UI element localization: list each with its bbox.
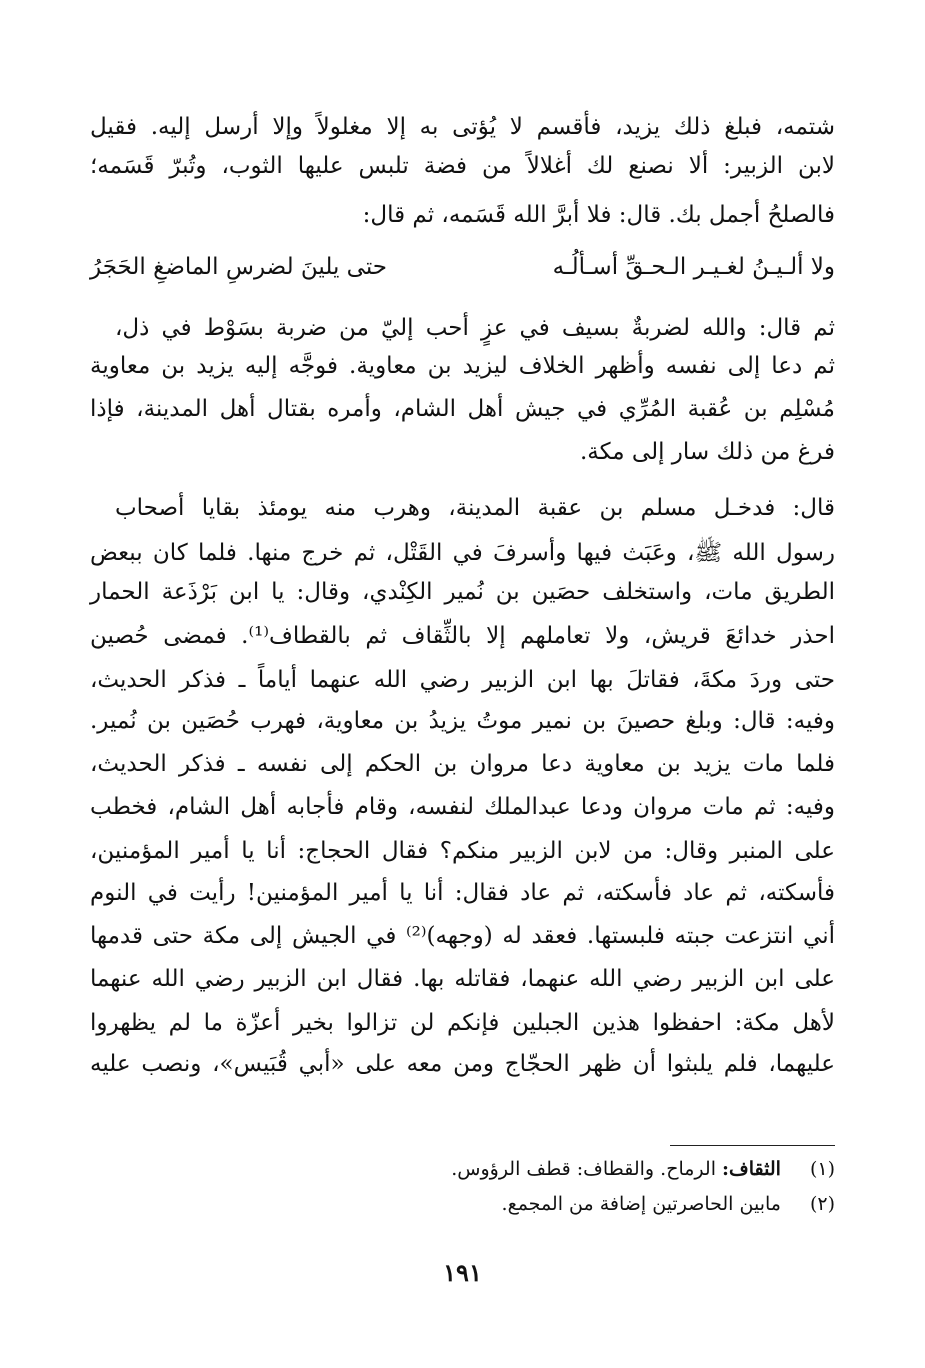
- footnote-number: (٢): [809, 1193, 835, 1215]
- text-line: قال: فدخـل مسلم بن عقبة المدينة، وهرب منه يومئذ بقايا أصحاب: [115, 495, 835, 521]
- text-line: على ابن الزبير رضي الله عنهما، فقاتله بها. فقال ابن الزبير رضي الله عنهما: [90, 966, 835, 992]
- footnote-term: الثقاف:: [722, 1158, 781, 1180]
- text-line: ثم قال: والله لضربةٌ بسيف في عزٍ أحب إليّ من ضربة بسَوْط في ذل،: [115, 315, 835, 341]
- text-line: رسول الله ﷺ، وعَبَث فيها وأسرفَ في القَتْل، ثم خرج منها. فلما كان ببعض: [90, 540, 835, 566]
- text-line: حتى وردَ مكةَ، فقاتلَ بها ابن الزبير رضي الله عنهما أياماً ـ فذكر الحديث،: [90, 667, 835, 693]
- text-line: لابن الزبير: ألا نصنع لك أغلالاً من فضة تلبس عليها الثوب، وتُبرّ قَسَمه؛: [90, 153, 835, 179]
- text-line: احذر خدائعَ قريش، ولا تعاملهم إلا بالثِّقاف ثم بالقطاف⁽¹⁾. فمضى حُصين: [90, 623, 835, 649]
- text-line: أني انتزعت جبته فلبستها. فعقد له (وجهه)⁽²⁾ في الجيش إلى مكة حتى قدمها: [90, 923, 836, 949]
- text-line: وفيه: ثم مات مروان ودعا عبدالملك لنفسه، وقام فأجابه أهل الشام، فخطب: [90, 794, 835, 820]
- verse-second-hemistich: حتى يلينَ لضرسِ الماضغِ الحَجَرُ: [90, 254, 388, 280]
- footnote-separator: [670, 1145, 835, 1146]
- text-line: الطريق مات، واستخلف حصَين بن نُمير الكِنْدي، وقال: يا ابن بَرْذَعة الحمار: [90, 579, 835, 605]
- text-line: عليهما، فلم يلبثوا أن ظهر الحجّاج ومن معه على «أبي قُبَيس»، ونصب عليه: [90, 1051, 835, 1077]
- footnote-number: (١): [809, 1158, 835, 1180]
- text-line: فأسكته، ثم عاد فأسكته، ثم عاد فقال: أنا يا أمير المؤمنين! رأيت في النوم: [90, 880, 835, 906]
- text-line: فرغ من ذلك سار إلى مكة.: [579, 439, 835, 465]
- text-line: ثم دعا إلى نفسه وأظهر الخلاف ليزيد بن معاوية. فوجَّه إليه يزيد بن معاوية: [90, 353, 835, 379]
- text-line: مُسْلِم بن عُقبة المُرِّي في جيش أهل الشام، وأمره بقتال أهل المدينة، فإذا: [90, 396, 835, 422]
- footnote: [90, 1155, 835, 1183]
- footnote-text: الرماح. والقطاف: قطف الرؤوس.: [451, 1158, 716, 1180]
- text-line: شتمه، فبلغ ذلك يزيد، فأقسم لا يُؤتى به إلا مغلولاً وإلا أرسل إليه. فقيل: [90, 114, 835, 140]
- verse-first-hemistich: ولا ألـيـنُ لغـيـر الـحـقِّ أسـألُـه: [552, 254, 835, 280]
- poetry-verse: [90, 250, 835, 284]
- footnote-text: مابين الحاصرتين إضافة من المجمع.: [501, 1193, 781, 1215]
- page-number: ١٩١: [443, 1258, 482, 1287]
- text-line: فلما مات يزيد بن معاوية دعا مروان بن الحكم إلى نفسه ـ فذكر الحديث،: [90, 751, 835, 777]
- footnote: [90, 1190, 835, 1218]
- text-line: على المنبر وقال: من لابن الزبير منكم؟ فقال الحجاج: أنا يا أمير المؤمنين،: [90, 838, 835, 864]
- text-line: وفيه: قال: وبلغ حصينَ بن نمير موتُ يزيدُ بن معاوية، فهرب حُصَين بن نُمير.: [90, 708, 835, 734]
- text-line: فالصلحُ أجمل بك. قال: فلا أبرَّ الله قَسَمه، ثم قال:: [362, 202, 835, 228]
- text-line: لأهل مكة: احفظوا هذين الجبلين فإنكم لن تزالوا بخير أعزّة ما لم يظهروا: [90, 1010, 835, 1036]
